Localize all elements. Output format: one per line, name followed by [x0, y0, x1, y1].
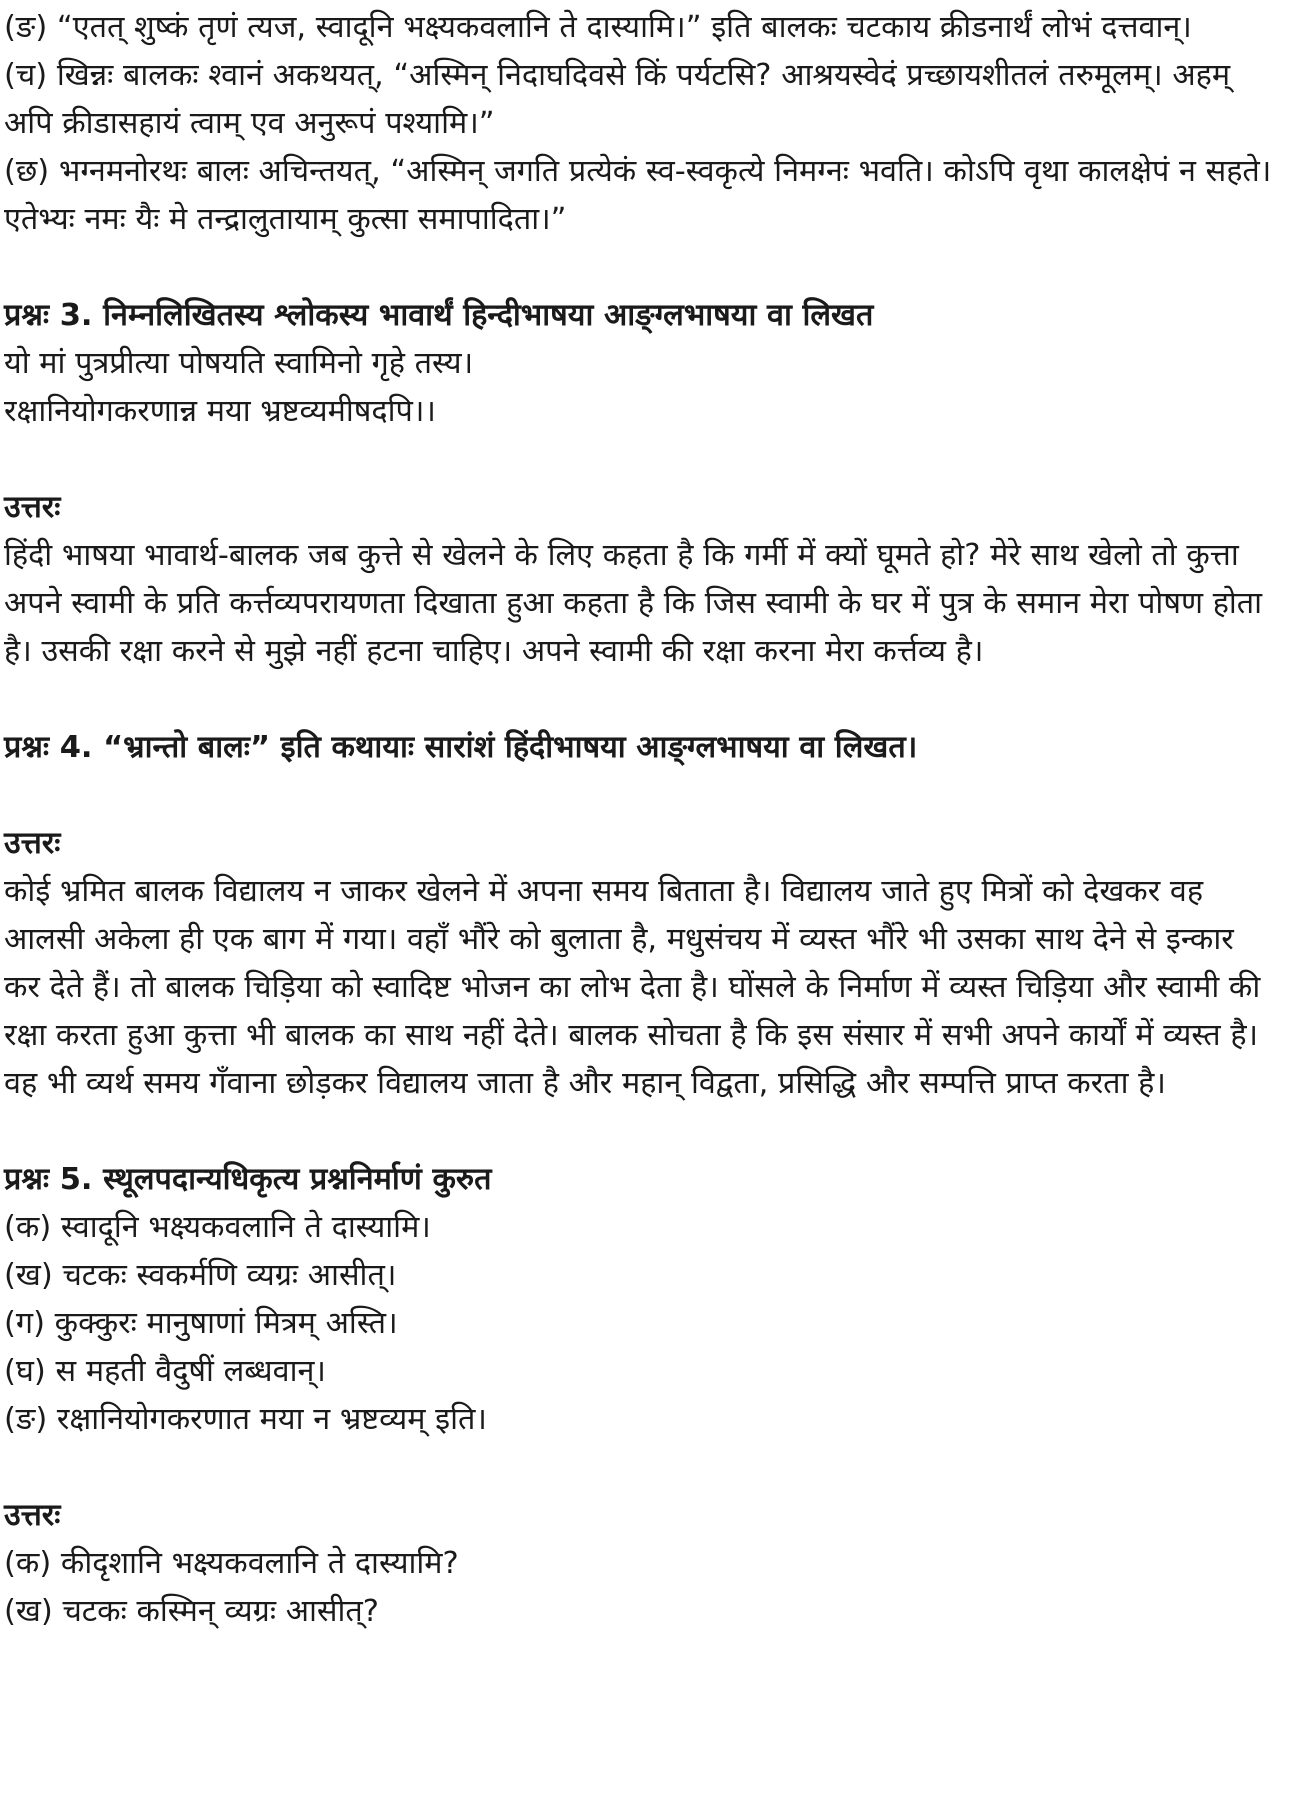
- intro-line-chha: (छ) भग्नमनोरथः बालः अचिन्तयत्, “अस्मिन् जगति प्रत्येकं स्व-स्वकृत्ये निमग्नः भवति। कोऽपि वृथा कालक्षेपं न सहते। एतेभ्यः नमः यैः मे तन्द्रालुतायाम् कुत्सा समापादिता।”: [4, 154, 1272, 237]
- question-3-verse-line-2: रक्षानियोगकरणान्न मया भ्रष्टव्यमीषदपि।।: [4, 394, 436, 429]
- question-5-heading: प्रश्नः 5. स्थूलपदान्यधिकृत्य प्रश्ननिर्माणं कुरुत: [4, 1162, 492, 1197]
- question-3-answer-label: उत्तरः: [4, 490, 61, 525]
- question-5-item-gha: (घ) स महती वैदुषीं लब्धवान्।: [4, 1354, 326, 1389]
- question-5-item-ka: (क) स्वादूनि भक्ष्यकवलानि ते दास्यामि।: [4, 1210, 431, 1245]
- question-4-heading: प्रश्नः 4. “भ्रान्तो बालः” इति कथायाः सारांशं हिंदीभाषया आङ्ग्लभाषया वा लिखत।: [4, 730, 918, 765]
- intro-line-cha: (च) खिन्नः बालकः श्वानं अकथयत्, “अस्मिन् निदाघदिवसे किं पर्यटसि? आश्रयस्वेदं प्रच्छायशीतलं तरुमूलम्। अहम् अपि क्रीडासहायं त्वाम् एव अनुरूपं पश्यामि।”: [4, 58, 1231, 141]
- question-5-item-ga: (ग) कुक्कुरः मानुषाणां मित्रम् अस्ति।: [4, 1306, 398, 1341]
- question-5-answer-label: उत्तरः: [4, 1498, 61, 1533]
- question-4-answer-label: उत्तरः: [4, 826, 61, 861]
- question-5-answer-kha: (ख) चटकः कस्मिन् व्यग्रः आसीत्?: [4, 1594, 379, 1629]
- question-5-answer-ka: (क) कीदृशानि भक्ष्यकवलानि ते दास्यामि?: [4, 1546, 459, 1581]
- spacer: [4, 1108, 1279, 1156]
- question-3-verse-line-1: यो मां पुत्रप्रीत्या पोषयति स्वामिनो गृहे तस्य।: [4, 346, 474, 381]
- question-3-answer-text: हिंदी भाषया भावार्थ-बालक जब कुत्ते से खेलने के लिए कहता है कि गर्मी में क्यों घूमते हो? मेरे साथ खेलो तो कुत्ता अपने स्वामी के प्रति कर्त्तव्यपरायणता दिखाता हुआ कहता है कि जिस स्वामी के घर में पुत्र के समान मेरा पोषण होता है। उसकी रक्षा करने से मुझे नहीं हटना चाहिए। अपने स्वामी की रक्षा करना मेरा कर्त्तव्य है।: [4, 538, 1263, 669]
- intro-line-nga: (ङ) “एतत् शुष्कं तृणं त्यज, स्वादूनि भक्ष्यकवलानि ते दास्यामि।” इति बालकः चटकाय क्रीडनार्थं लोभं दत्तवान्।: [4, 10, 1192, 45]
- question-4-answer-text: कोई भ्रमित बालक विद्यालय न जाकर खेलने में अपना समय बिताता है। विद्यालय जाते हुए मित्रों को देखकर वह आलसी अकेला ही एक बाग में गया। वहाँ भौंरे को बुलाता है, मधुसंचय में व्यस्त भौंरे भी उसका साथ देने से इन्कार कर देते हैं। तो बालक चिड़िया को स्वादिष्ट भोजन का लोभ देता है। घोंसले के निर्माण में व्यस्त चिड़िया और स्वामी की रक्षा करता हुआ कुत्ता भी बालक का साथ नहीं देते। बालक सोचता है कि इस संसार में सभी अपने कार्यों में व्यस्त है। वह भी व्यर्थ समय गँवाना छोड़कर विद्यालय जाता है और महान् विद्वता, प्रसिद्धि और सम्पत्ति प्राप्त करता है।: [4, 874, 1261, 1101]
- spacer: [4, 772, 1279, 820]
- question-5-item-kha: (ख) चटकः स्वकर्मणि व्यग्रः आसीत्।: [4, 1258, 397, 1293]
- question-5-item-nga: (ङ) रक्षानियोगकरणात मया न भ्रष्टव्यम् इति।: [4, 1402, 487, 1437]
- spacer: [4, 676, 1279, 724]
- spacer: [4, 244, 1279, 292]
- spacer: [4, 1444, 1279, 1492]
- question-3-heading: प्रश्नः 3. निम्नलिखितस्य श्लोकस्य भावार्थं हिन्दीभाषया आङ्ग्लभाषया वा लिखत: [4, 298, 874, 333]
- spacer: [4, 436, 1279, 484]
